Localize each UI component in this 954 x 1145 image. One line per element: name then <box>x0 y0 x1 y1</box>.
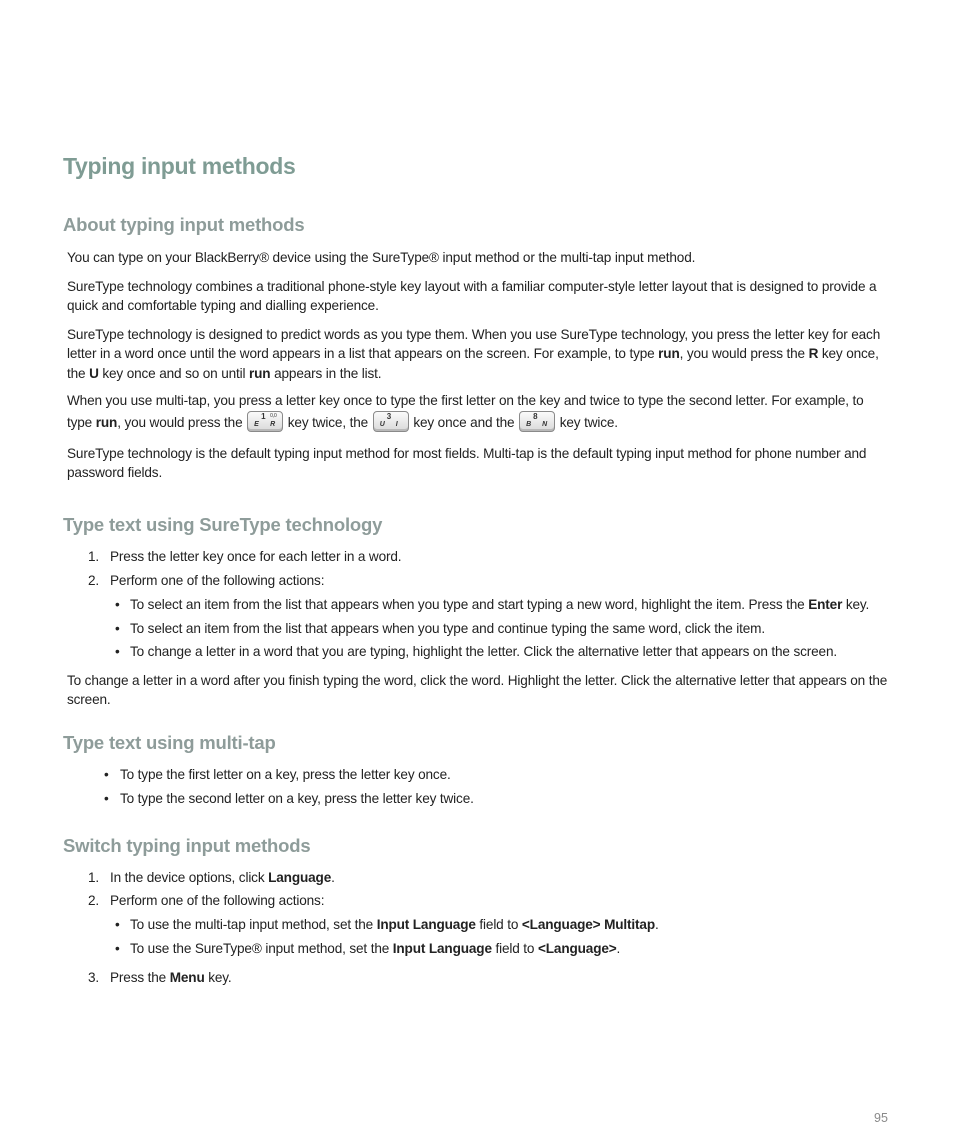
about-paragraph-4-line-2: type run, you would press the 1 0,0 E R key twice, the 3 U I key once and the 8 B N key twice. <box>67 412 618 430</box>
bullet-text: To change a letter in a word that you are typing, highlight the letter. Click the alternative letter that appears on the screen. <box>130 644 837 659</box>
er-key-icon: 1 0,0 E R <box>247 411 283 432</box>
about-paragraph-5: SureType technology is the default typing input method for most fields. Multi-tap is the default typing input method for phone number and password fields. <box>67 446 867 481</box>
step-text: Perform one of the following actions: <box>110 573 325 588</box>
about-paragraph-3: SureType technology is designed to predict words as you type them. When you use SureType technology, you press the letter key for each letter in a word once until the word appears in a list that appears on the screen. For example, to type run, you would press the R key once, the U key once and so on until run appears in the list. <box>67 327 881 381</box>
page-title: Typing input methods <box>63 153 296 179</box>
bullet-text: To select an item from the list that appears when you type and continue typing the same word, click the item. <box>130 621 765 636</box>
bullet-text: To type the first letter on a key, press the letter key once. <box>120 767 451 782</box>
suretype-after-paragraph: To change a letter in a word after you finish typing the word, click the word. Highlight the letter. Click the alternative letter that appears on the screen. <box>67 673 888 708</box>
bullet-text: To type the second letter on a key, press the letter key twice. <box>120 791 474 806</box>
bullet-icon: • <box>104 767 109 782</box>
section-heading-switch: Switch typing input methods <box>63 835 311 856</box>
bn-key-icon: 8 B N <box>519 411 555 432</box>
step-number: 3. <box>88 970 100 985</box>
bullet-text: To use the SureType® input method, set the Input Language field to <Language>. <box>130 941 621 956</box>
section-heading-multitap: Type text using multi-tap <box>63 732 276 753</box>
bullet-icon: • <box>115 917 120 932</box>
step-number: 1. <box>88 549 100 564</box>
section-heading-about: About typing input methods <box>63 214 305 235</box>
bullet-icon: • <box>115 941 120 956</box>
page-number: 95 <box>874 1111 888 1125</box>
bullet-icon: • <box>115 597 120 612</box>
bullet-icon: • <box>115 644 120 659</box>
bullet-icon: • <box>115 621 120 636</box>
step-number: 2. <box>88 893 100 908</box>
bullet-text: To select an item from the list that appears when you type and start typing a new word, highlight the item. Press the Enter key. <box>130 597 870 612</box>
about-paragraph-4-line-1: When you use multi-tap, you press a letter key once to type the first letter on the key and twice to type the second letter. For example, to <box>67 393 864 408</box>
section-heading-suretype: Type text using SureType technology <box>63 514 383 535</box>
ui-key-icon: 3 U I <box>373 411 409 432</box>
step-text: Press the Menu key. <box>110 970 232 985</box>
about-paragraph-1: You can type on your BlackBerry® device using the SureType® input method or the multi-tap input method. <box>67 250 696 265</box>
about-paragraph-2: SureType technology combines a traditional phone-style key layout with a familiar computer-style letter layout that is designed to provide a quick and comfortable typing and dialling experience. <box>67 279 877 314</box>
step-text: In the device options, click Language. <box>110 870 335 885</box>
bullet-icon: • <box>104 791 109 806</box>
step-number: 2. <box>88 573 100 588</box>
bullet-text: To use the multi-tap input method, set the Input Language field to <Language> Multitap. <box>130 917 659 932</box>
step-text: Press the letter key once for each letter in a word. <box>110 549 402 564</box>
step-number: 1. <box>88 870 100 885</box>
step-text: Perform one of the following actions: <box>110 893 325 908</box>
